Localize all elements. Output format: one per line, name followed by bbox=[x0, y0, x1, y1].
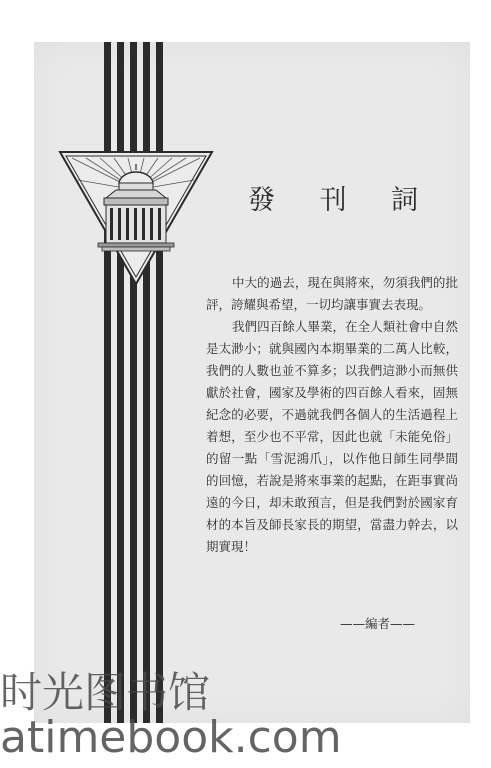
watermark-chinese: 时光图书馆 bbox=[0, 668, 211, 717]
vertical-stripes-decoration bbox=[104, 42, 164, 723]
body-text bbox=[206, 272, 458, 558]
university-building-emblem bbox=[58, 150, 214, 288]
stripe bbox=[143, 42, 150, 723]
paragraph bbox=[206, 272, 458, 316]
paragraph bbox=[206, 316, 458, 558]
stripe bbox=[130, 42, 137, 723]
paragraph-text: 我們四百餘人畢業，在全人類社會中自然是太渺小；就與國內本期畢業的二萬人比較，我們的人數也並不算多；以我們這渺小而無供獻於社會，國家及學術的四百餘人看來，固無紀念的必要，不過就我們各個人的生活過程上着想，至少也不平常，因此也就「未能免俗」的留一點「雪泥鴻爪」，以作他日師生同學間的回憶，若說是將來事業的起點，在距事實尚遠的今日，却未敢預言，但是我們對於國家育材的本旨及師長家長的期望，當盡力幹去，以期實現！ bbox=[206, 319, 458, 554]
stripe bbox=[156, 42, 163, 723]
paragraph-text: 中大的過去，現在與將來，勿須我們的批評，誇耀與希望，一切均讓事實去表現。 bbox=[206, 275, 458, 312]
page-title: 發 刊 詞 bbox=[248, 185, 437, 216]
watermark-english: atimebook.com bbox=[0, 712, 342, 763]
stripe bbox=[104, 42, 111, 723]
editor-signature: ——編者—— bbox=[340, 616, 416, 631]
stripe bbox=[117, 42, 124, 723]
